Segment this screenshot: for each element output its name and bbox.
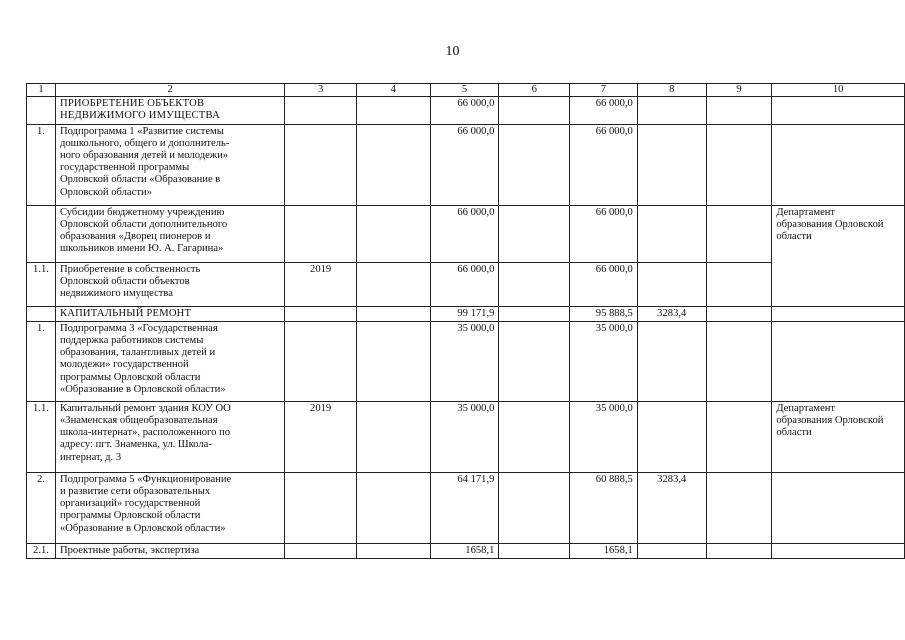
table-cell [499,321,570,401]
table-cell [706,321,772,401]
amount-cell: 66 000,0 [430,124,499,205]
row-number-cell [27,97,56,124]
page-number: 10 [445,44,460,59]
column-header: 9 [706,84,772,97]
row-name-cell: Подпрограмма 1 «Развитие системы дошкольного, общего и дополнитель- ного образования детей и молодежи» государственной программы Орловской области «Образование в Орловской области» [55,124,284,205]
row-name-cell: Субсидии бюджетному учреждению Орловской области дополнительного образования «Дворец пионеров и школьников имени Ю. А. Гагарина» [55,205,284,262]
amount-cell: 66 000,0 [430,97,499,124]
table-cell [499,97,570,124]
amount-cell: 60 888,5 [570,472,638,543]
amount-cell: 1658,1 [570,543,638,558]
column-header: 6 [499,84,570,97]
responsible-cell [772,124,905,205]
amount-cell: 95 888,5 [570,306,638,321]
row-name-cell: Подпрограмма 5 «Функционирование и развитие сети образовательных организаций» государственной программы Орловской области «Образование в Орловской области» [55,472,284,543]
table-cell [356,205,430,262]
responsible-cell [772,97,905,124]
year-cell: 2019 [285,262,357,306]
amount-cell: 66 000,0 [430,262,499,306]
row-number-cell [27,306,56,321]
amount-cell: 35 000,0 [430,321,499,401]
table-cell [356,306,430,321]
responsible-cell [772,306,905,321]
amount-cell [637,401,706,472]
table-cell [499,124,570,205]
year-cell [285,472,357,543]
table-header-row [27,84,905,97]
responsible-cell [772,321,905,401]
amount-cell: 64 171,9 [430,472,499,543]
amount-cell: 66 000,0 [570,124,638,205]
amount-cell [637,205,706,262]
table-cell [356,124,430,205]
table-cell [706,205,772,262]
amount-cell: 66 000,0 [430,205,499,262]
row-name-cell: ПРИОБРЕТЕНИЕ ОБЪЕКТОВ НЕДВИЖИМОГО ИМУЩЕСТВА [55,97,284,124]
column-header: 7 [570,84,638,97]
row-name-cell: Приобретение в собственность Орловской области объектов недвижимого имущества [55,262,284,306]
amount-cell: 66 000,0 [570,205,638,262]
column-header: 1 [27,84,56,97]
table-cell [356,472,430,543]
amount-cell: 66 000,0 [570,262,638,306]
column-header: 4 [356,84,430,97]
table-cell [499,205,570,262]
year-cell [285,321,357,401]
table-row [27,124,905,205]
responsible-cell [772,543,905,558]
amount-cell: 35 000,0 [570,321,638,401]
budget-table [26,83,905,559]
amount-cell: 1658,1 [430,543,499,558]
table-cell [706,306,772,321]
table-row [27,205,905,262]
amount-cell [637,262,706,306]
table-cell [499,401,570,472]
row-number-cell: 1.1. [27,262,56,306]
amount-cell: 35 000,0 [570,401,638,472]
table-row [27,472,905,543]
table-row [27,321,905,401]
amount-cell [637,543,706,558]
column-header: 5 [430,84,499,97]
row-number-cell: 1. [27,321,56,401]
table-cell [706,543,772,558]
table-cell [706,124,772,205]
row-name-cell: КАПИТАЛЬНЫЙ РЕМОНТ [55,306,284,321]
table-cell [706,401,772,472]
table-cell [499,262,570,306]
row-number-cell: 2.1. [27,543,56,558]
amount-cell [637,97,706,124]
table-cell [499,306,570,321]
table-row [27,543,905,558]
row-number-cell: 1.1. [27,401,56,472]
amount-cell: 66 000,0 [570,97,638,124]
table-row [27,306,905,321]
table-cell [356,543,430,558]
amount-cell: 3283,4 [637,472,706,543]
table-cell [356,401,430,472]
table-cell [706,262,772,306]
responsible-cell: Департамент образования Орловской области [772,401,905,472]
row-name-cell: Проектные работы, экспертиза [55,543,284,558]
year-cell [285,97,357,124]
row-number-cell: 2. [27,472,56,543]
table-row [27,401,905,472]
amount-cell [637,321,706,401]
year-cell [285,543,357,558]
row-number-cell [27,205,56,262]
table-cell [706,97,772,124]
amount-cell: 35 000,0 [430,401,499,472]
year-cell [285,124,357,205]
table-cell [356,97,430,124]
row-number-cell: 1. [27,124,56,205]
amount-cell: 99 171,9 [430,306,499,321]
table-cell [356,262,430,306]
column-header: 8 [637,84,706,97]
amount-cell [637,124,706,205]
year-cell [285,205,357,262]
column-header: 3 [285,84,357,97]
table-cell [499,472,570,543]
amount-cell: 3283,4 [637,306,706,321]
year-cell [285,306,357,321]
row-name-cell: Подпрограмма 3 «Государственная поддержка работников системы образования, талантливых детей и молодежи» государственной программы Орловской области «Образование в Орловской области» [55,321,284,401]
column-header: 10 [772,84,905,97]
responsible-cell [772,472,905,543]
table-cell [706,472,772,543]
table-row [27,97,905,124]
year-cell: 2019 [285,401,357,472]
column-header: 2 [55,84,284,97]
responsible-cell: Департамент образования Орловской области [772,205,905,306]
row-name-cell: Капитальный ремонт здания КОУ ОО «Знаменская общеобразовательная школа-интернат», расположенного по адресу: пгт. Знаменка, ул. Школа- интернат, д. 3 [55,401,284,472]
table-cell [499,543,570,558]
table-cell [356,321,430,401]
